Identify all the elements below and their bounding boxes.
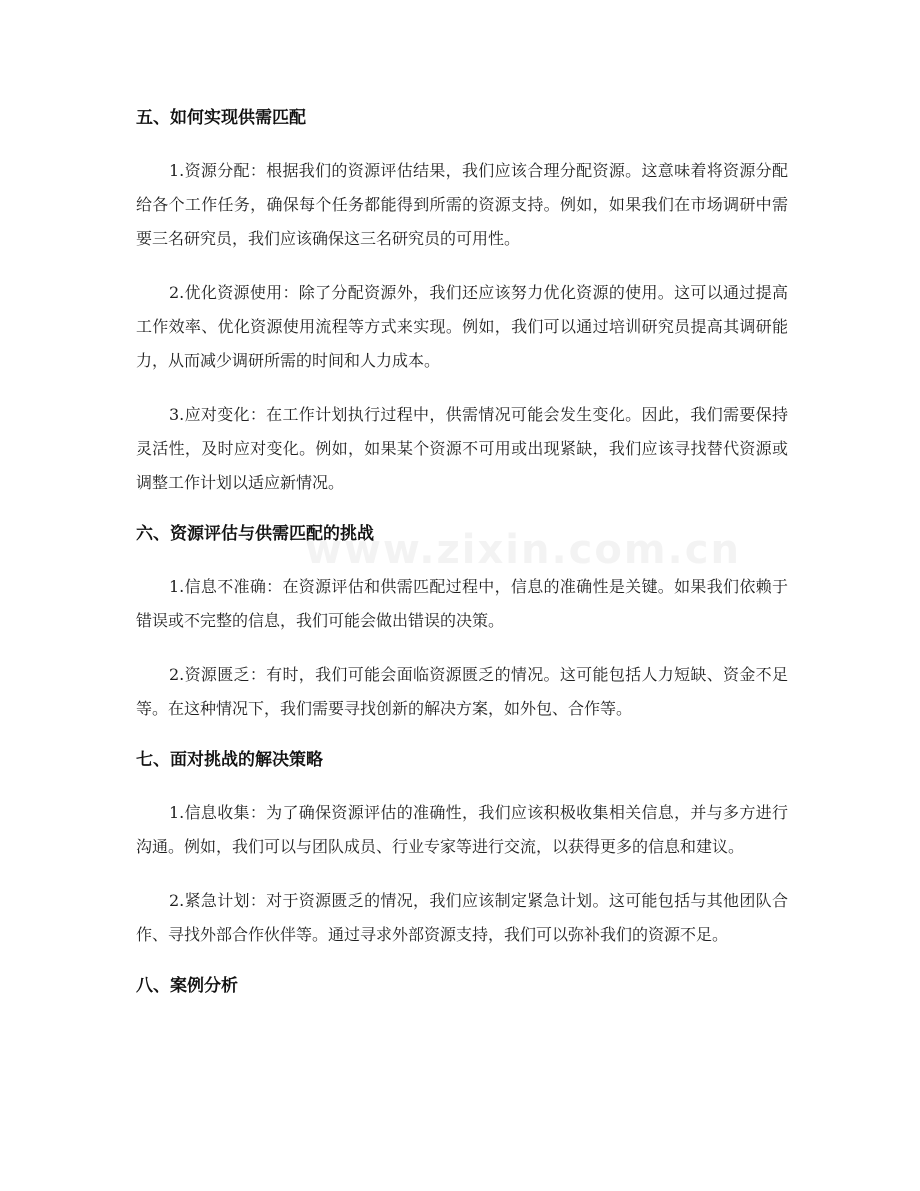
section-heading-5: 五、如何实现供需匹配 xyxy=(136,108,306,128)
paragraph-inaccurate-information: 1.信息不准确：在资源评估和供需匹配过程中，信息的准确性是关键。如果我们依赖于错误或不完整的信息，我们可能会做出错误的决策。 xyxy=(136,577,788,630)
section-heading-6: 六、资源评估与供需匹配的挑战 xyxy=(136,524,374,544)
paragraph-information-collection: 1.信息收集：为了确保资源评估的准确性，我们应该积极收集相关信息，并与多方进行沟通。例如，我们可以与团队成员、行业专家等进行交流，以获得更多的信息和建议。 xyxy=(136,803,788,856)
section-heading-8: 八、案例分析 xyxy=(136,976,238,996)
paragraph-respond-to-change: 3.应对变化：在工作计划执行过程中，供需情况可能会发生变化。因此，我们需要保持灵活性，及时应对变化。例如，如果某个资源不可用或出现紧缺，我们应该寻找替代资源或调整工作计划以适应新情况。 xyxy=(136,405,788,492)
watermark: www.zixin.com.cn xyxy=(305,527,741,573)
paragraph-resource-scarcity: 2.资源匮乏：有时，我们可能会面临资源匮乏的情况。这可能包括人力短缺、资金不足等。在这种情况下，我们需要寻找创新的解决方案，如外包、合作等。 xyxy=(136,665,788,718)
section-heading-7: 七、面对挑战的解决策略 xyxy=(136,750,323,770)
paragraph-resource-allocation: 1.资源分配：根据我们的资源评估结果，我们应该合理分配资源。这意味着将资源分配给各个工作任务，确保每个任务都能得到所需的资源支持。例如，如果我们在市场调研中需要三名研究员，我们应该确保这三名研究员的可用性。 xyxy=(136,161,788,248)
paragraph-optimize-resource-use: 2.优化资源使用：除了分配资源外，我们还应该努力优化资源的使用。这可以通过提高工作效率、优化资源使用流程等方式来实现。例如，我们可以通过培训研究员提高其调研能力，从而减少调研所需的时间和人力成本。 xyxy=(136,283,788,370)
paragraph-emergency-plan: 2.紧急计划：对于资源匮乏的情况，我们应该制定紧急计划。这可能包括与其他团队合作、寻找外部合作伙伴等。通过寻求外部资源支持，我们可以弥补我们的资源不足。 xyxy=(136,891,788,944)
